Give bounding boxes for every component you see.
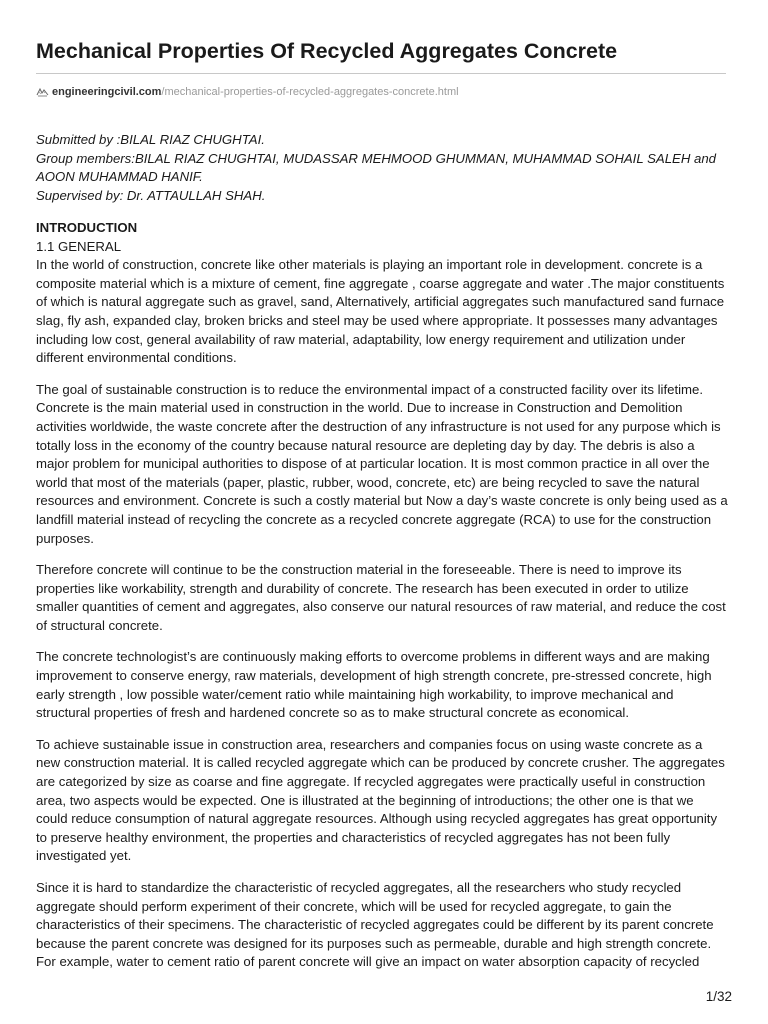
supervised-by: Supervised by: Dr. ATTAULLAH SHAH. bbox=[36, 187, 266, 203]
group-members: Group members:BILAL RIAZ CHUGHTAI, MUDASSAR MEHMOOD GHUMMAN, MUHAMMAD SOHAIL SALEH and AOON MUHAMMAD HANIF. bbox=[36, 150, 717, 185]
paragraph: To achieve sustainable issue in construction area, researchers and companies focus on using waste concrete as a new construction material. It is called recycled aggregate which can be produced by concrete crusher. The aggregates are categorized by size as coarse and fine aggregate. If recycled aggregates were practically useful in construction area, two aspects would be expected. One is illustrated at the beginning of introductions; the other one is that we could reduce consumption of natural aggregate resources. Although using recycled aggregates has great opportunity to preserve healthy environment, the properties and characteristics of recycled aggregates has not been fully investigated yet. bbox=[36, 736, 725, 864]
section-heading: INTRODUCTION bbox=[36, 220, 138, 235]
paragraph: In the world of construction, concrete like other materials is playing an important role in development. concrete is a composite material which is a mixture of cement, fine aggregate , coarse aggregate and water .The major constituents of which is natural aggregate such as gravel, sand, Alternatively, artificial aggregates such manufactured sand furnace slag, fly ash, expanded clay, broken bricks and steel may be used where appropriate. It possesses many advantages including low cost, general availability of raw material, adaptability, low energy requirement and utilization under different environmental conditions. bbox=[36, 257, 725, 366]
source-line bbox=[36, 85, 459, 99]
paragraph: The concrete technologist’s are continuously making efforts to overcome problems in different ways and are making improvement to conserve energy, raw materials, development of high strength concrete, pre-stressed concrete, high early strength , low possible water/cement ratio while maintaining high workability, to improve mechanical and structural properties of fresh and hardened concrete so as to make structural concrete as economical. bbox=[36, 649, 712, 721]
submission-info bbox=[36, 131, 732, 205]
paragraph: Since it is hard to standardize the characteristic of recycled aggregates, all the researchers who study recycled aggregate should perform experiment of their concrete, which will be used for recycled aggregate, to gain the characteristics of their specimens. The characteristic of recycled aggregates could be different by its parent concrete because the parent concrete was designed for its purposes such as permeable, durable and high strength concrete. For example, water to cement ratio of parent concrete will give an impact on water absorption capacity of recycled bbox=[36, 880, 714, 970]
engineeringcivil-logo-icon bbox=[36, 87, 49, 97]
source-domain[interactable]: engineeringcivil.com bbox=[52, 86, 162, 98]
document-title: Mechanical Properties Of Recycled Aggregates Concrete bbox=[36, 39, 618, 63]
source-path[interactable]: /mechanical-properties-of-recycled-aggregates-concrete.html bbox=[161, 86, 459, 98]
document-body bbox=[36, 219, 728, 985]
page-number: 1/32 bbox=[705, 989, 732, 1004]
paragraph: The goal of sustainable construction is to reduce the environmental impact of a constructed facility over its lifetime. Concrete is the main material used in construction in the world. Due to increase in Construction and Demolition activities worldwide, the waste concrete after the destruction of any infrastructure is not used for any purpose which is totally loss in the economy of the country because natural resource are depleting day by day. The debris is also a major problem for municipal authorities to dispose of at particular location. It is most common practice in all over the world that most of the materials (paper, plastic, rubber, wood, concrete, etc) are being recycled to save the natural resources and environment. Concrete is such a costly material but Now a day’s waste concrete is only being used as a landfill material instead of recycling the concrete as a recycled concrete aggregate (RCA) to use for the construction purposes. bbox=[36, 381, 728, 546]
submitted-by: Submitted by :BILAL RIAZ CHUGHTAI. bbox=[36, 132, 265, 147]
subsection-heading: 1.1 GENERAL bbox=[36, 238, 122, 254]
title-divider bbox=[36, 73, 726, 74]
paragraph: Therefore concrete will continue to be the construction material in the foreseeable. There is need to improve its properties like workability, strength and durability of concrete. The research has been executed in order to utilize smaller quantities of cement and aggregates, also conserve our natural resources of raw material, and reduce the cost of structural concrete. bbox=[36, 562, 726, 633]
